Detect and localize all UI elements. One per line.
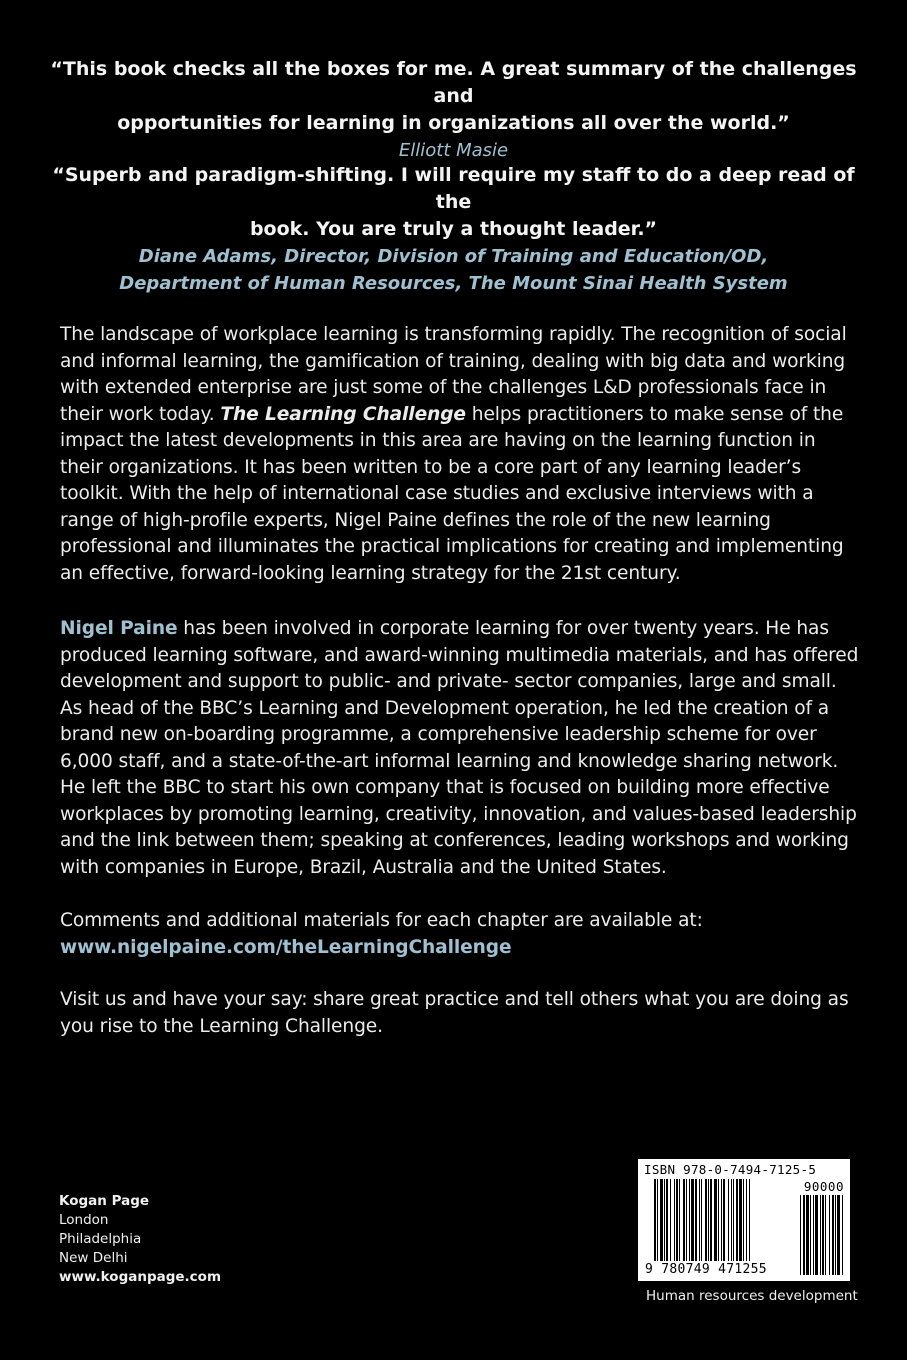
quote-text-line: opportunities for learning in organizations all over the world.” xyxy=(117,112,790,134)
barcode-bar xyxy=(739,1179,742,1261)
barcode-bar xyxy=(733,1179,734,1261)
barcode-bar xyxy=(674,1179,675,1261)
addon-bar xyxy=(813,1195,814,1275)
quote-attribution: Elliott Masie xyxy=(398,140,509,161)
materials-link[interactable]: www.nigelpaine.com/theLearningChallenge xyxy=(60,936,512,958)
addon-bar xyxy=(822,1195,824,1275)
addon-bar xyxy=(835,1195,836,1275)
publisher-name: Kogan Page xyxy=(59,1193,150,1209)
author-bio-text: has been involved in corporate learning for over twenty years. He has produced learning software, and award-winning multimedia materials, and has offered development and support to public- and private- sector companies, large and small. As head of the BBC’s Learning and Development operation, he led the creation of a brand new on-boarding programme, a comprehensive leadership scheme for over 6,000 staff, and a state-of-the-art informal learning and knowledge sharing network. He left the BBC to start his own company that is focused on building more effective workplaces by promoting learning, creativity, innovation, and values-based leadership and the link between them; speaking at conferences, leading workshops and working with companies in Europe, Brazil, Australia and the United States. xyxy=(60,618,859,878)
barcode-bar xyxy=(731,1179,732,1261)
category-label: Human resources development xyxy=(646,1288,858,1304)
addon-bar xyxy=(803,1195,805,1275)
quote-attribution: Diane Adams, Director, Division of Training and Education/OD, xyxy=(138,246,769,267)
barcode-bar xyxy=(736,1179,738,1261)
addon-bar xyxy=(806,1195,809,1275)
materials-text: Comments and additional materials for each chapter are available at: xyxy=(60,910,703,931)
author-bio xyxy=(60,616,860,881)
barcode-bar xyxy=(714,1179,717,1261)
quote-text-line: book. You are truly a thought leader.” xyxy=(249,218,658,240)
publisher-url[interactable]: www.koganpage.com xyxy=(59,1269,222,1285)
barcode-bar xyxy=(657,1179,658,1261)
addon-bar xyxy=(810,1195,811,1275)
barcode-bar xyxy=(676,1179,678,1261)
addon-bar xyxy=(800,1195,801,1275)
barcode-bar xyxy=(723,1179,725,1261)
barcode-bar xyxy=(705,1179,707,1261)
barcode-bar xyxy=(708,1179,709,1261)
publisher-city: New Delhi xyxy=(59,1250,128,1266)
barcode-bar xyxy=(728,1179,729,1261)
barcode-bar xyxy=(689,1179,690,1261)
author-name: Nigel Paine xyxy=(60,618,178,639)
ean-number: 9 780749 471255 xyxy=(645,1262,767,1277)
barcode-bar xyxy=(666,1179,668,1261)
barcode-bar xyxy=(695,1179,697,1261)
barcode-bar xyxy=(743,1179,744,1261)
addon-bar xyxy=(842,1195,843,1275)
barcode-bar xyxy=(718,1179,719,1261)
barcode-bar xyxy=(710,1179,712,1261)
book-description xyxy=(60,322,860,587)
addon-bar xyxy=(829,1195,830,1275)
price-addon: 90000 xyxy=(803,1179,844,1194)
quote-text-line: “This book checks all the boxes for me. A great summary of the challenges and xyxy=(50,58,857,107)
barcode-bar xyxy=(699,1179,700,1261)
publisher-city: London xyxy=(59,1212,109,1228)
barcode-bar xyxy=(679,1179,680,1261)
description-text: The landscape of workplace learning is transforming rapidly. The recognition of social and informal learning, the gamification of training, dealing with big data and working with extended enterprise are just some of the challenges L&D professionals face in their work today. xyxy=(60,324,847,425)
barcode-bar xyxy=(749,1179,750,1261)
quote-elliott-masie xyxy=(40,56,867,164)
book-title: The Learning Challenge xyxy=(220,403,466,425)
addon-bar xyxy=(832,1195,834,1275)
barcode-bar xyxy=(660,1179,663,1261)
addon-bar xyxy=(815,1195,818,1275)
isbn-number: ISBN 978-0-7494-7125-5 xyxy=(644,1162,817,1177)
barcode-bar xyxy=(686,1179,687,1261)
quote-text-line: “Superb and paradigm-shifting. I will require my staff to do a deep read of the xyxy=(52,164,855,213)
barcode-bar xyxy=(746,1179,747,1261)
publisher-info xyxy=(59,1192,221,1287)
visit-note: Visit us and have your say: share great practice and tell others what you are doing as you rise to the Learning Challenge. xyxy=(60,989,849,1037)
barcode-bar xyxy=(664,1179,665,1261)
barcode-bar xyxy=(683,1179,685,1261)
barcode-bar xyxy=(701,1179,702,1261)
addon-bar xyxy=(837,1195,840,1275)
isbn-barcode xyxy=(638,1159,850,1281)
barcode-bar xyxy=(721,1179,722,1261)
quote-diane-adams xyxy=(40,162,867,297)
addon-bar xyxy=(820,1195,821,1275)
publisher-city: Philadelphia xyxy=(59,1231,142,1247)
materials-note xyxy=(60,908,860,961)
barcode-bar xyxy=(654,1179,656,1261)
addon-bar xyxy=(825,1195,826,1275)
quote-attribution: Department of Human Resources, The Mount Sinai Health System xyxy=(119,273,788,294)
description-text: helps practitioners to make sense of the impact the latest developments in this area are having on the learning function in their organizations. It has been written to be a core part of any learning leader’s toolkit. With the help of international case studies and exclusive interviews with a range of high-profile experts, Nigel Paine defines the role of the new learning professional and illuminates the practical implications for creating and implementing an effective, forward-looking learning strategy for the 21st century. xyxy=(60,403,844,584)
barcode-bar xyxy=(670,1179,671,1261)
barcode-bar xyxy=(691,1179,694,1261)
